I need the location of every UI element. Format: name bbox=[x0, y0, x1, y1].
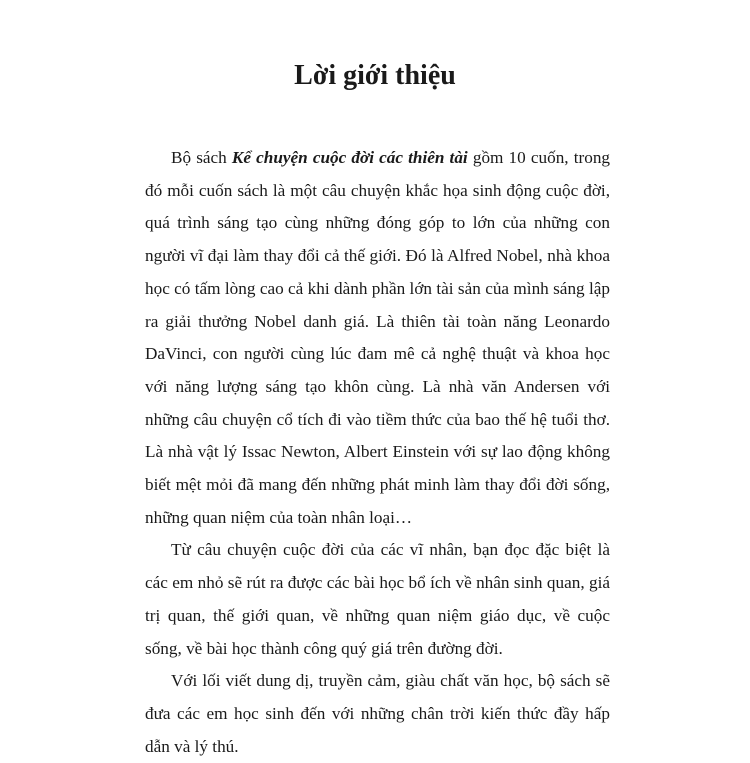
introduction-body bbox=[145, 142, 610, 763]
paragraph-1 bbox=[145, 142, 610, 534]
paragraph-1-rest: gồm 10 cuốn, trong đó mỗi cuốn sách là một câu chuyện khắc họa sinh động cuộc đời, quá trình sáng tạo cùng những đóng góp to lớn của những con người vĩ đại làm thay đổi cả thế giới. Đó là Alfred Nobel, nhà khoa học có tấm lòng cao cả khi dành phần lớn tài sản của mình sáng lập ra giải thưởng Nobel danh giá. Là thiên tài toàn năng Leonardo DaVinci, con người cùng lúc đam mê cả nghệ thuật và khoa học với năng lượng sáng tạo khôn cùng. Là nhà văn Andersen với những câu chuyện cổ tích đi vào tiềm thức của bao thế hệ tuổi thơ. Là nhà vật lý Issac Newton, Albert Einstein với sự lao động không biết mệt mỏi đã mang đến những phát minh làm thay đổi đời sống, những quan niệm của toàn nhân loại… bbox=[145, 148, 611, 527]
paragraph-3: Với lối viết dung dị, truyền cảm, giàu chất văn học, bộ sách sẽ đưa các em học sinh đến với những chân trời kiến thức đầy hấp dẫn và lý thú. bbox=[145, 671, 610, 756]
series-title-emphasis: Kể chuyện cuộc đời các thiên tài bbox=[231, 148, 468, 167]
paragraph-1-lead: Bộ sách bbox=[171, 148, 232, 167]
paragraph-2: Từ câu chuyện cuộc đời của các vĩ nhân, bạn đọc đặc biệt là các em nhỏ sẽ rút ra được các bài học bổ ích về nhân sinh quan, giá trị quan, thế giới quan, về những quan niệm giáo dục, về cuộc sống, về bài học thành công quý giá trên đường đời. bbox=[145, 540, 610, 658]
page-title: Lời giới thiệu bbox=[294, 60, 456, 91]
